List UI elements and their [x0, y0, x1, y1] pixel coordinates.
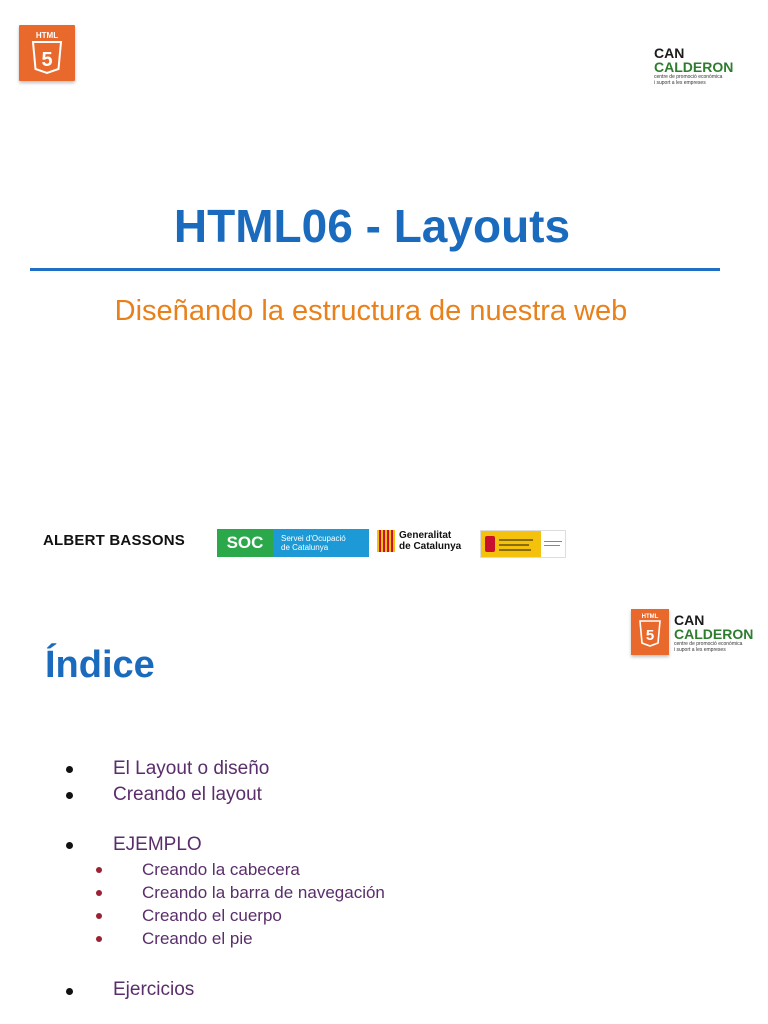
- can-calderon-sub2: i suport a les empreses: [654, 80, 706, 86]
- list-item: Creando el layout: [113, 784, 262, 805]
- bullet: [66, 766, 73, 773]
- sub-list-item: Creando la cabecera: [142, 860, 300, 879]
- can-calderon-line2-small: CALDERON: [674, 626, 754, 642]
- list-item: EJEMPLO: [113, 834, 202, 855]
- sub-list-item: Creando el pie: [142, 929, 253, 948]
- soc-line1: Servei d'Ocupació: [281, 534, 346, 543]
- bullet: [66, 842, 73, 849]
- html5-logo: [19, 25, 75, 81]
- sub-bullet: [96, 936, 102, 942]
- page-subtitle: Diseñando la estructura de nuestra web: [114, 295, 628, 327]
- soc-line2: de Catalunya: [281, 543, 329, 552]
- can-calderon-sub2-small: i suport a les empreses: [674, 647, 726, 653]
- html5-number: 5: [41, 49, 53, 71]
- can-calderon-line1: CAN: [654, 45, 685, 61]
- html5-number-small: 5: [645, 627, 655, 644]
- title-divider: [30, 268, 720, 271]
- html5-label-small: HTML: [641, 614, 659, 620]
- can-calderon-logo: [654, 46, 733, 86]
- soc-logo: [217, 529, 369, 557]
- ministry-logo: [480, 530, 566, 558]
- sub-bullet: [96, 867, 102, 873]
- sub-list-item: Creando la barra de navegación: [142, 883, 385, 902]
- html5-label: HTML: [35, 31, 59, 40]
- list-item: Ejercicios: [113, 979, 195, 1000]
- sub-bullet: [96, 913, 102, 919]
- index-heading: Índice: [45, 644, 155, 686]
- bullet: [66, 792, 73, 799]
- generalitat-line2: de Catalunya: [399, 541, 462, 552]
- generalitat-logo: [377, 530, 461, 552]
- author-name: ALBERT BASSONS: [43, 532, 185, 549]
- senyera-icon: [377, 530, 395, 552]
- list-item: El Layout o diseño: [113, 758, 270, 779]
- sub-bullet: [96, 890, 102, 896]
- soc-name: [273, 529, 369, 557]
- bullet: [66, 988, 73, 995]
- can-calderon-line1-small: CAN: [674, 612, 705, 628]
- can-calderon-line2: CALDERON: [654, 59, 734, 75]
- generalitat-line1: Generalitat: [399, 530, 452, 541]
- page-title: HTML06 - Layouts: [173, 200, 571, 252]
- html5-logo-small: [631, 609, 669, 655]
- sub-list-item: Creando el cuerpo: [142, 906, 282, 925]
- can-calderon-sub1: centre de promoció econòmica: [654, 74, 723, 80]
- soc-label: SOC: [217, 529, 273, 557]
- can-calderon-logo-small: [674, 613, 753, 653]
- can-calderon-sub1-small: centre de promoció econòmica: [674, 641, 743, 647]
